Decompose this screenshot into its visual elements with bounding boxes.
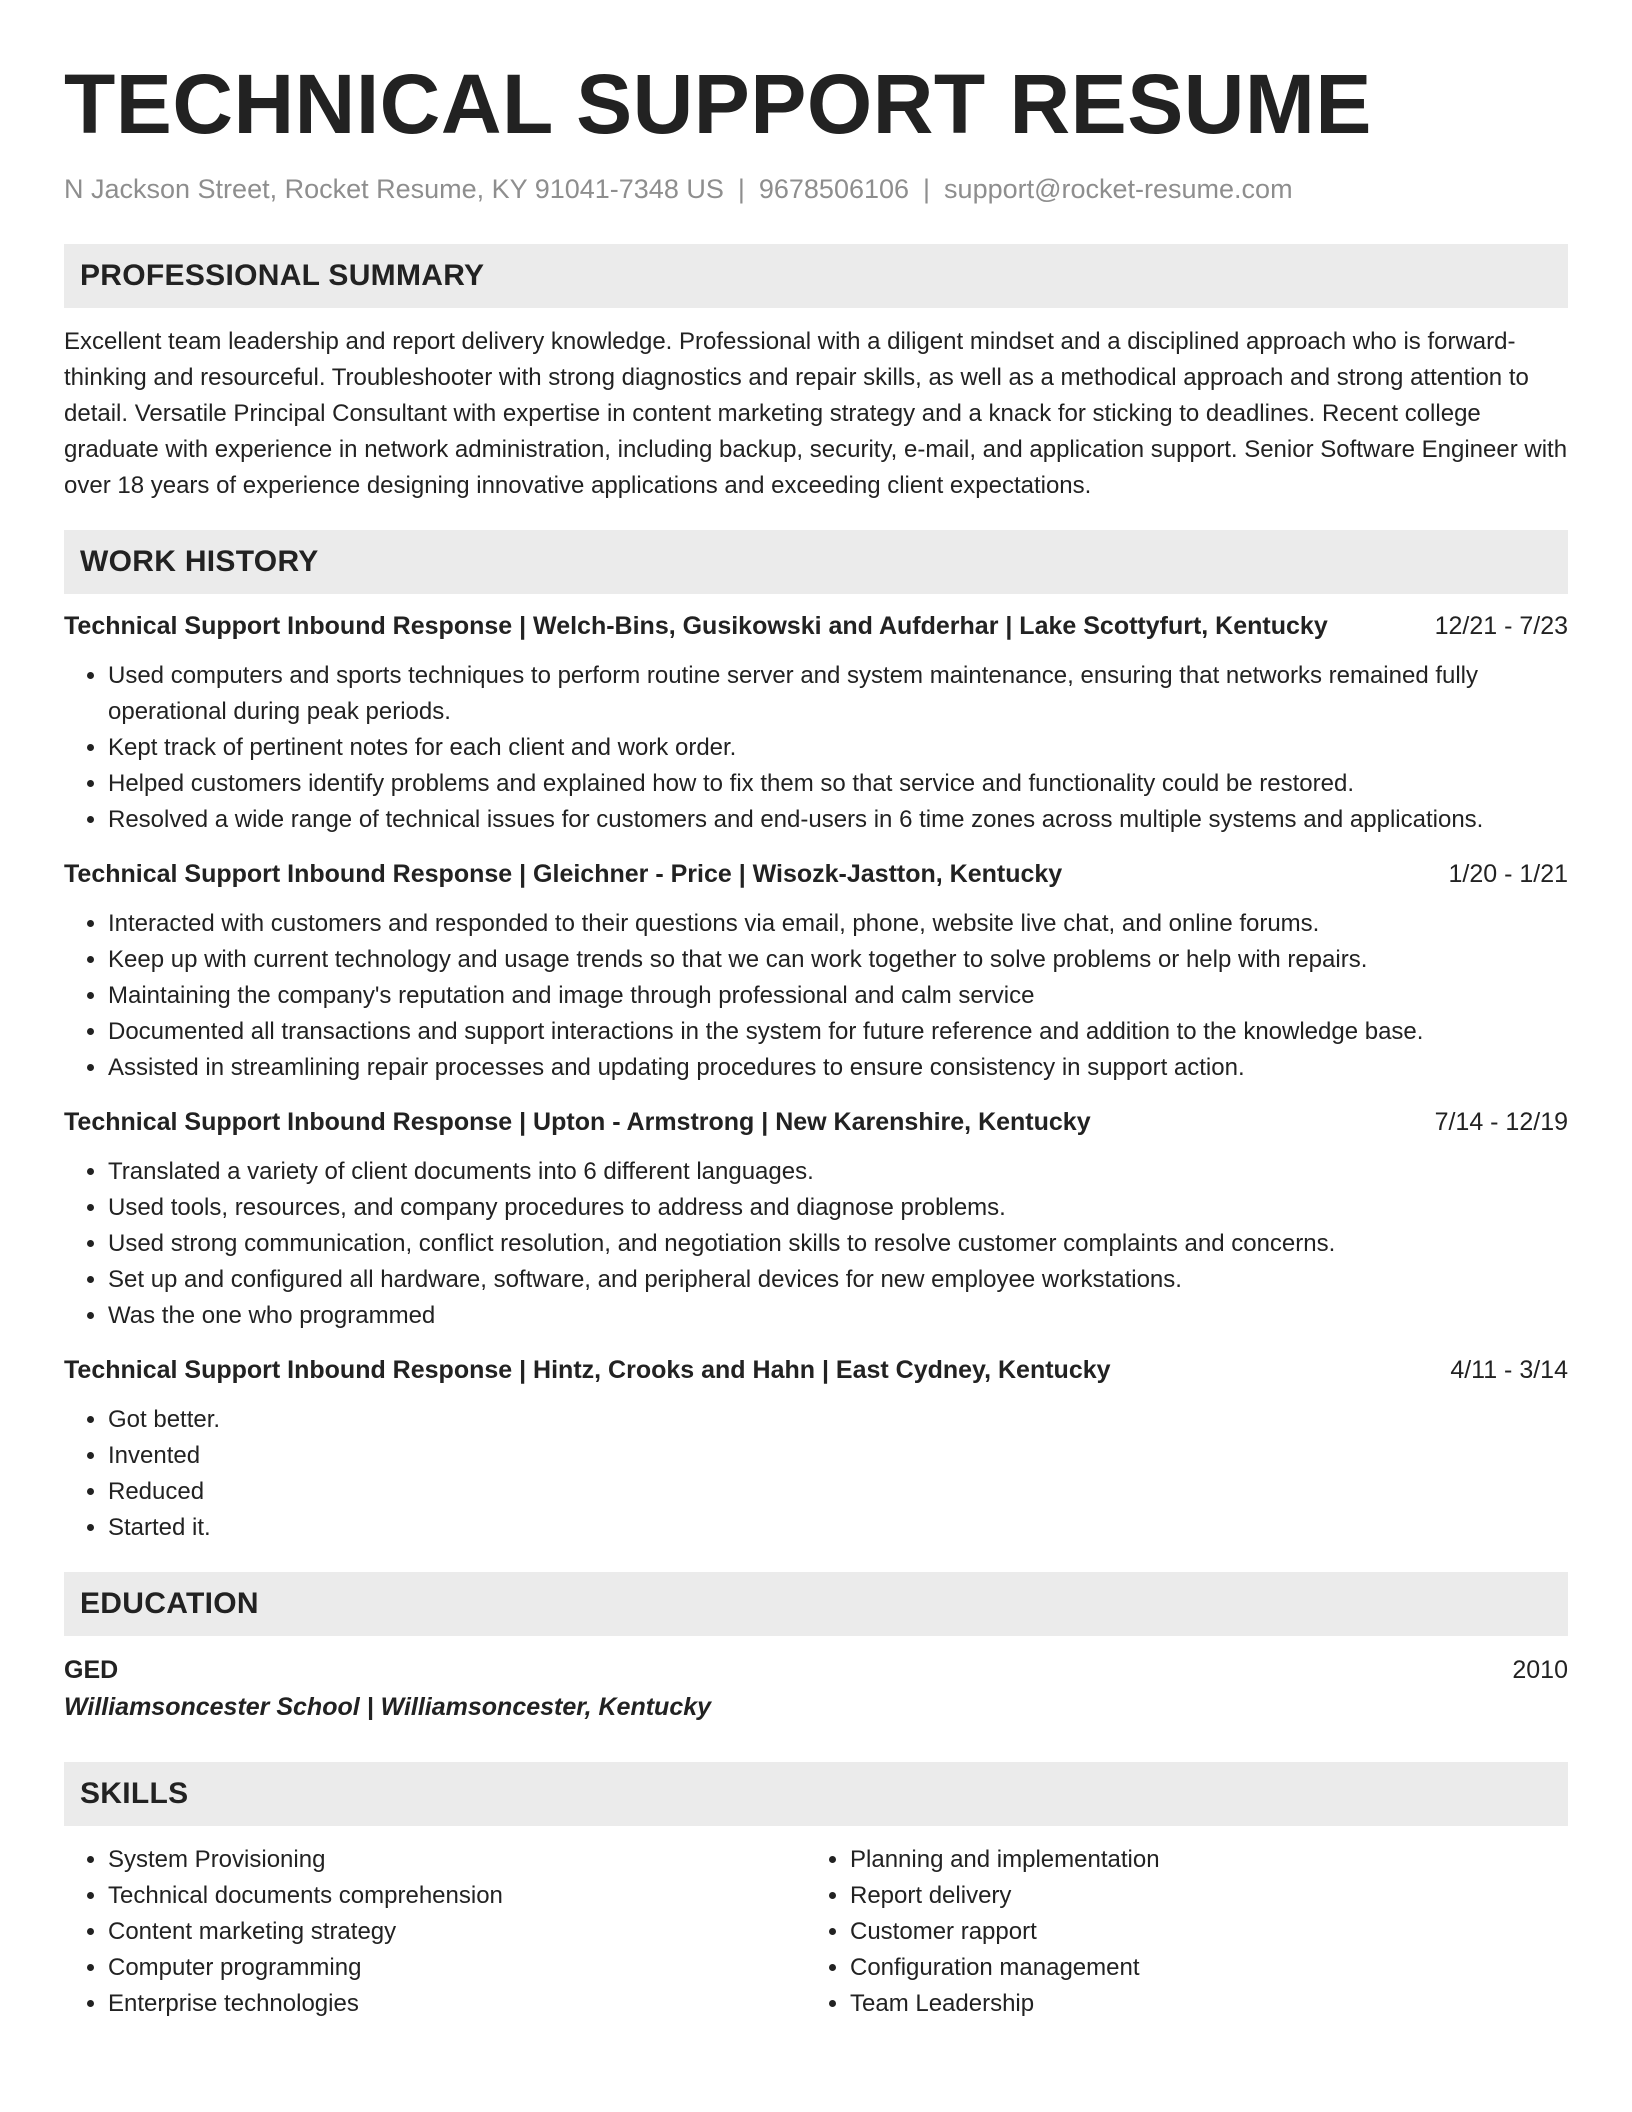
job-header: [64, 1352, 1568, 1388]
job-bullet: • Set up and configured all hardware, software, and peripheral devices for new employee workstations.: [108, 1262, 1568, 1298]
job-dates: 4/11 - 3/14: [1450, 1356, 1568, 1384]
contact-email: support@rocket-resume.com: [944, 174, 1293, 204]
job-bullets: [64, 1154, 1568, 1334]
contact-separator: |: [923, 174, 931, 204]
skill-item: • Enterprise technologies: [108, 1986, 806, 2022]
skills-list: [64, 1842, 1568, 2022]
job-bullet: • Assisted in streamlining repair processes and updating procedures to ensure consistency in support action.: [108, 1050, 1568, 1086]
job-bullets: [64, 1402, 1568, 1546]
job-bullet: • Used strong communication, conflict resolution, and negotiation skills to resolve customer complaints and concerns.: [108, 1226, 1568, 1262]
job-bullet: • Was the one who programmed: [108, 1298, 1568, 1334]
job-bullet: • Got better.: [108, 1402, 1568, 1438]
skills-heading: SKILLS: [64, 1762, 1568, 1826]
job-bullets: [64, 906, 1568, 1086]
job-header: [64, 1104, 1568, 1140]
job-header: [64, 856, 1568, 892]
contact-line: [64, 172, 1568, 206]
job-title: Technical Support Inbound Response | Gleichner - Price | Wisozk-Jastton, Kentucky: [64, 860, 1063, 888]
skill-item: • Customer rapport: [850, 1914, 1548, 1950]
job-dates: 7/14 - 12/19: [1434, 1108, 1568, 1136]
education-year: 2010: [1512, 1656, 1568, 1684]
job-entry: [64, 856, 1568, 1086]
job-bullet: • Translated a variety of client documents into 6 different languages.: [108, 1154, 1568, 1190]
skill-item: • Planning and implementation: [850, 1842, 1548, 1878]
job-bullet: • Started it.: [108, 1510, 1568, 1546]
skill-item: • Content marketing strategy: [108, 1914, 806, 1950]
skill-item: • System Provisioning: [108, 1842, 806, 1878]
job-entry: [64, 1352, 1568, 1546]
job-bullet: • Documented all transactions and support interactions in the system for future reference and addition to the knowledge base.: [108, 1014, 1568, 1050]
work-history-heading: WORK HISTORY: [64, 530, 1568, 594]
education-school: Williamsoncester School | Williamsoncester, Kentucky: [64, 1693, 712, 1721]
contact-address: N Jackson Street, Rocket Resume, KY 91041-7348 US: [64, 174, 724, 204]
education-degree: GED: [64, 1656, 119, 1684]
job-bullet: • Interacted with customers and responded to their questions via email, phone, website live chat, and online forums.: [108, 906, 1568, 942]
job-bullets: [64, 658, 1568, 838]
job-header: [64, 608, 1568, 644]
job-bullet: • Resolved a wide range of technical issues for customers and end-users in 6 time zones across multiple systems and applications.: [108, 802, 1568, 838]
job-bullet: • Invented: [108, 1438, 1568, 1474]
skill-item: • Report delivery: [850, 1878, 1548, 1914]
skills-column-right: [806, 1842, 1548, 2022]
contact-separator: |: [737, 174, 745, 204]
contact-phone: 9678506106: [758, 174, 910, 204]
summary-heading: PROFESSIONAL SUMMARY: [64, 244, 1568, 308]
job-bullet: • Used tools, resources, and company procedures to address and diagnose problems.: [108, 1190, 1568, 1226]
summary-text: Excellent team leadership and report delivery knowledge. Professional with a diligent mindset and a disciplined approach who is forward-thinking and resourceful. Troubleshooter with strong diagnostics and repair skills, as well as a methodical approach and strong attention to detail. Versatile Principal Consultant with expertise in content marketing strategy and a knack for sticking to deadlines. Recent college graduate with experience in network administration, including backup, security, e-mail, and application support. Senior Software Engineer with over 18 years of experience designing innovative applications and exceeding client expectations.: [64, 328, 1568, 499]
job-bullet: • Reduced: [108, 1474, 1568, 1510]
job-dates: 1/20 - 1/21: [1448, 860, 1568, 888]
job-bullet: • Maintaining the company's reputation and image through professional and calm service: [108, 978, 1568, 1014]
job-bullet: • Keep up with current technology and usage trends so that we can work together to solve problems or help with repairs.: [108, 942, 1568, 978]
job-title: Technical Support Inbound Response | Upton - Armstrong | New Karenshire, Kentucky: [64, 1108, 1091, 1136]
job-entry: [64, 608, 1568, 838]
education-row: [64, 1652, 1568, 1688]
resume-title: TECHNICAL SUPPORT RESUME: [64, 57, 1372, 151]
job-title: Technical Support Inbound Response | Hintz, Crooks and Hahn | East Cydney, Kentucky: [64, 1356, 1111, 1384]
skill-item: • Technical documents comprehension: [108, 1878, 806, 1914]
skills-column-left: [64, 1842, 806, 2022]
job-dates: 12/21 - 7/23: [1434, 612, 1568, 640]
job-entry: [64, 1104, 1568, 1334]
education-heading: EDUCATION: [64, 1572, 1568, 1636]
skill-item: • Computer programming: [108, 1950, 806, 1986]
job-bullet: • Kept track of pertinent notes for each client and work order.: [108, 730, 1568, 766]
skill-item: • Configuration management: [850, 1950, 1548, 1986]
job-bullet: • Helped customers identify problems and explained how to fix them so that service and functionality could be restored.: [108, 766, 1568, 802]
skill-item: • Team Leadership: [850, 1986, 1548, 2022]
job-title: Technical Support Inbound Response | Welch-Bins, Gusikowski and Aufderhar | Lake Scottyfurt, Kentucky: [64, 612, 1328, 640]
job-bullet: • Used computers and sports techniques to perform routine server and system maintenance, ensuring that networks remained fully operational during peak periods.: [108, 658, 1568, 730]
